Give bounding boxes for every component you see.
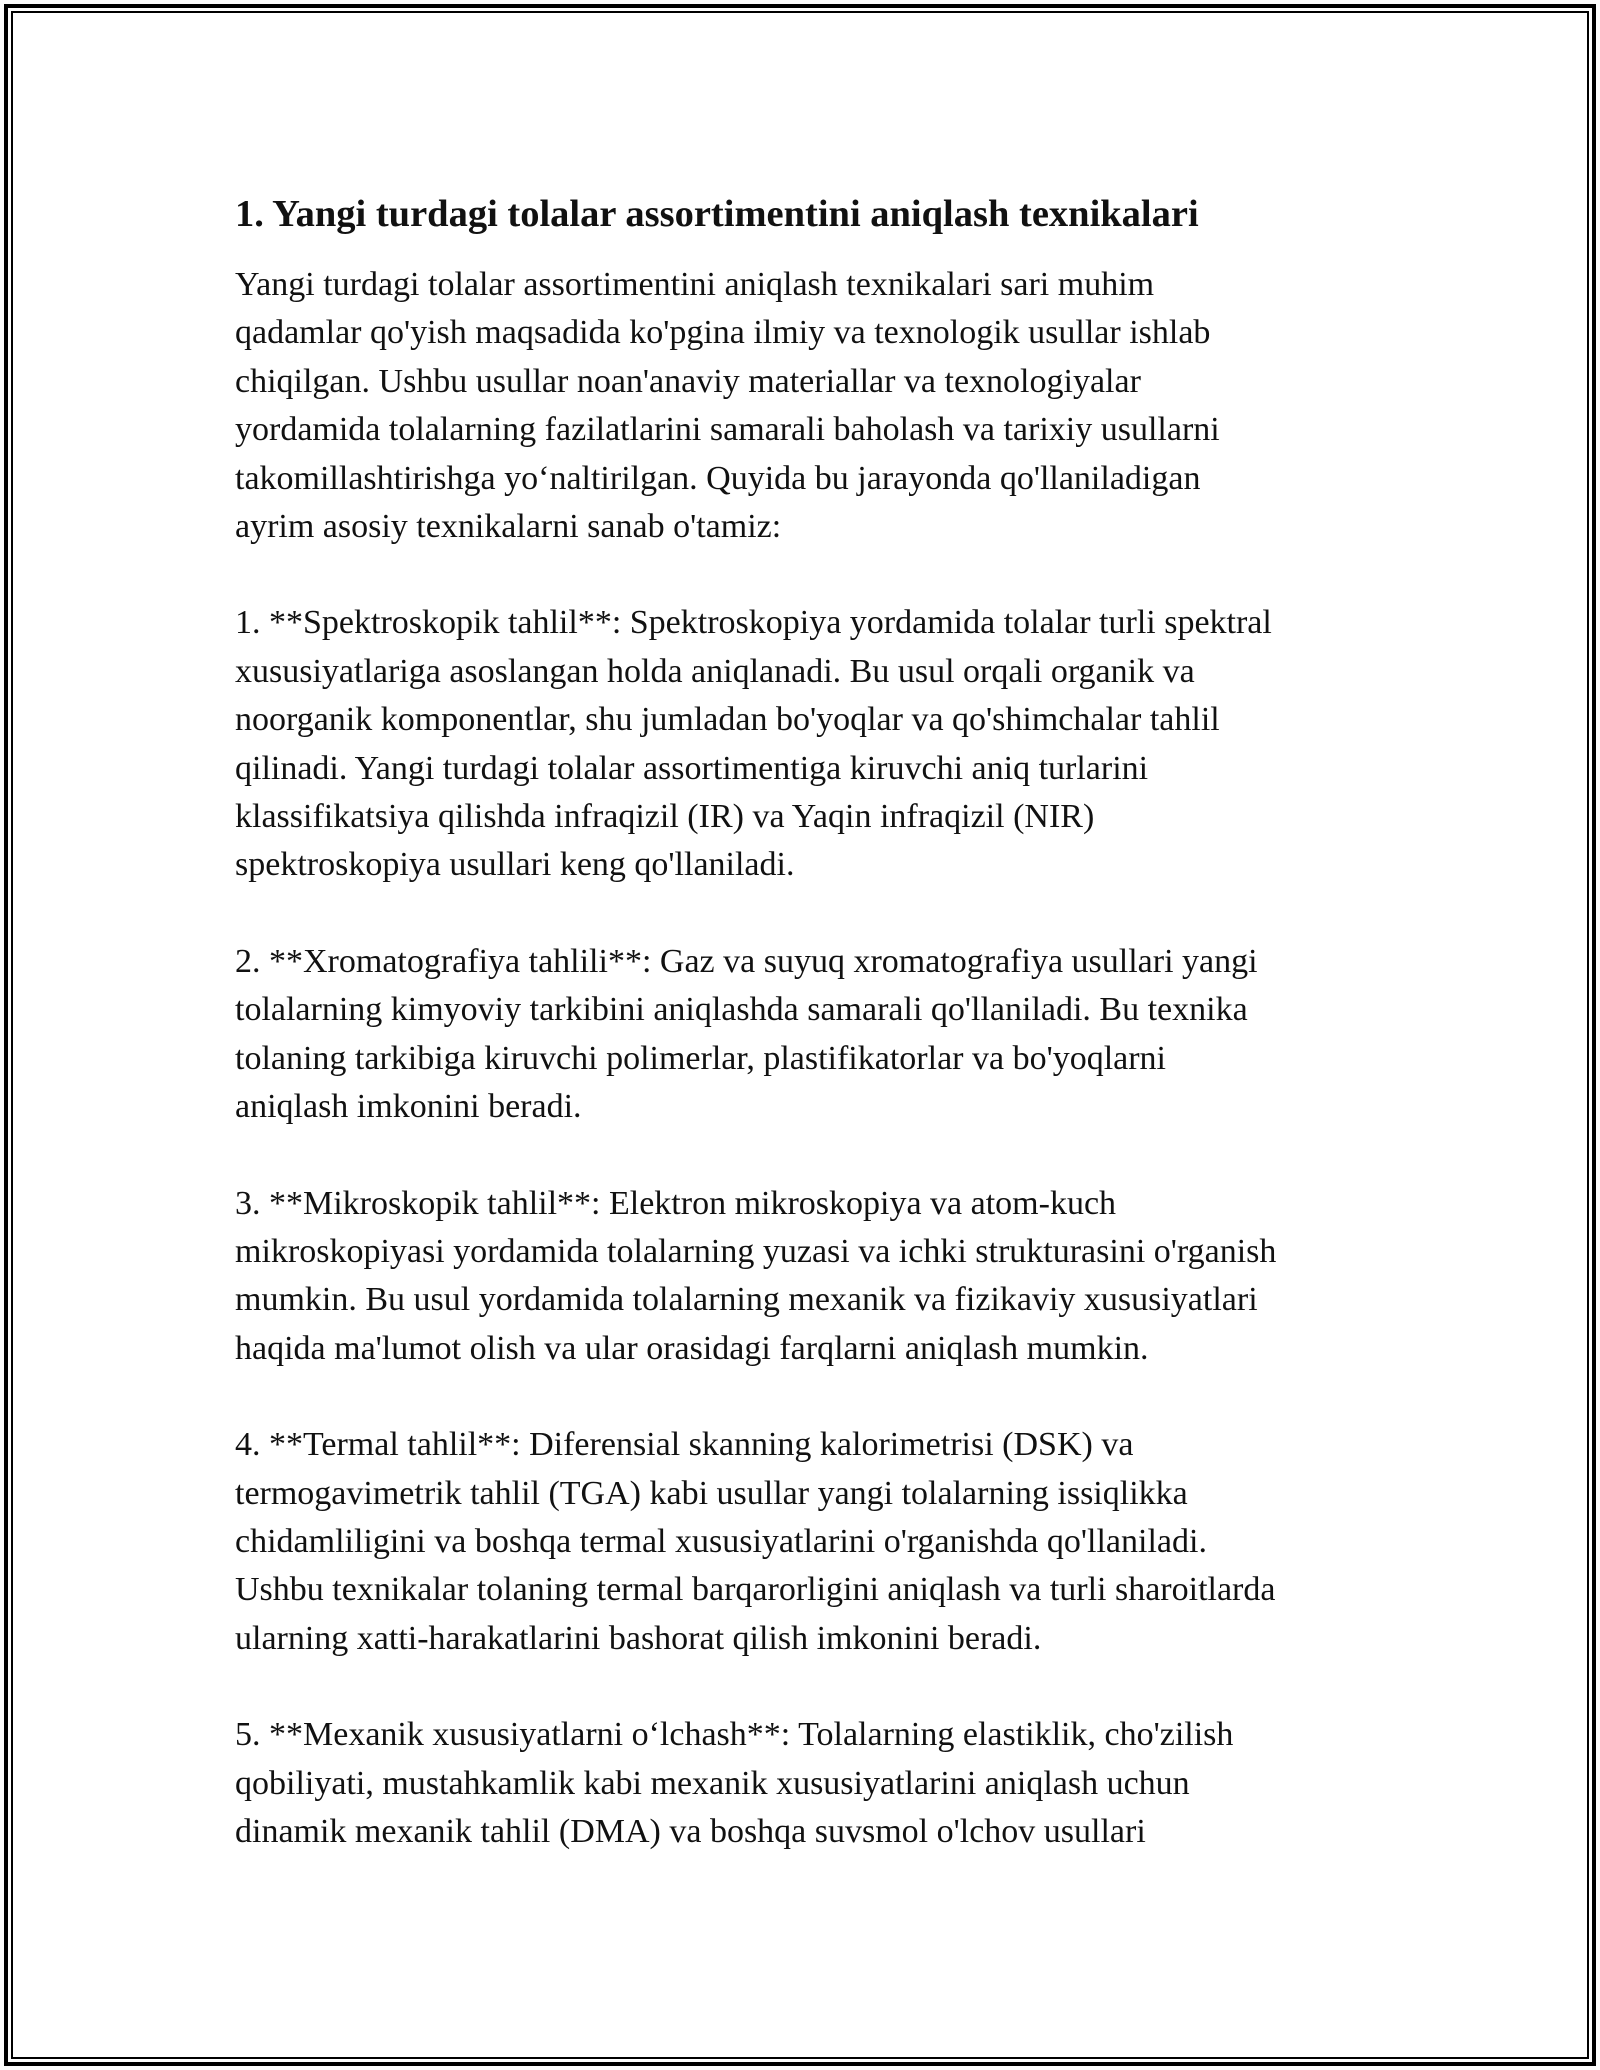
section-heading: 1. Yangi turdagi tolalar assortimentini aniqlash texnikalari — [235, 193, 1199, 235]
document-body — [235, 186, 1385, 1904]
intro-paragraph: Yangi turdagi tolalar assortimentini aniqlash texnikalari sari muhim qadamlar qo'yish maqsadida ko'pgina ilmiy va texnologik usullar ishlab chiqilgan. Ushbu usullar noan'anaviy materiallar va texnologiyalar yordamida tolalarning fazilatlarini samarali baholash va tarixiy usullarni takomillashtirishga yo‘naltirilgan. Quyida bu jarayonda qo'llaniladigan ayrim asosiy texnikalarni sanab o'tamiz: — [235, 266, 1220, 546]
list-item-microscopy: 3. **Mikroskopik tahlil**: Elektron mikroskopiya va atom-kuch mikroskopiyasi yordamida tolalarning yuzasi va ichki strukturasini o'rganish mumkin. Bu usul yordamida tolalarning mexanik va fizikaviy xususiyatlari haqida ma'lumot olish va ular orasidagi farqlarni aniqlash mumkin. — [235, 1184, 1277, 1367]
list-item-chromatography: 2. **Xromatografiya tahlili**: Gaz va suyuq xromatografiya usullari yangi tolalarning kimyoviy tarkibini aniqlashda samarali qo'llaniladi. Bu texnika tolaning tarkibiga kiruvchi polimerlar, plastifikatorlar va bo'yoqlarni aniqlash imkonini beradi. — [235, 942, 1258, 1126]
list-item-thermal: 4. **Termal tahlil**: Diferensial skanning kalorimetrisi (DSK) va termogavimetrik tahlil (TGA) kabi usullar yangi tolalarning issiqlikka chidamliligini va boshqa termal xususiyatlarini o'rganishda qo'llaniladi. Ushbu texnikalar tolaning termal barqarorligini aniqlash va turli sharoitlarda ularning xatti-harakatlarini bashorat qilish imkonini beradi. — [235, 1426, 1276, 1657]
list-item-spectroscopy: 1. **Spektroskopik tahlil**: Spektroskopiya yordamida tolalar turli spektral xususiyatlariga asoslangan holda aniqlanadi. Bu usul orqali organik va noorganik komponentlar, shu jumladan bo'yoqlar va qo'shimchalar tahlil qilinadi. Yangi turdagi tolalar assortimentiga kiruvchi aniq turlarini klassifikatsiya qilishda infraqizil (IR) va Yaqin infraqizil (NIR) spektroskopiya usullari keng qo'llaniladi. — [235, 604, 1272, 884]
list-item-mechanical: 5. **Mexanik xususiyatlarni o‘lchash**: Tolalarning elastiklik, cho'zilish qobiliyati, mustahkamlik kabi mexanik xususiyatlarini aniqlash uchun dinamik mexanik tahlil (DMA) va boshqa suvsmol o'lchov usullari — [235, 1716, 1234, 1850]
